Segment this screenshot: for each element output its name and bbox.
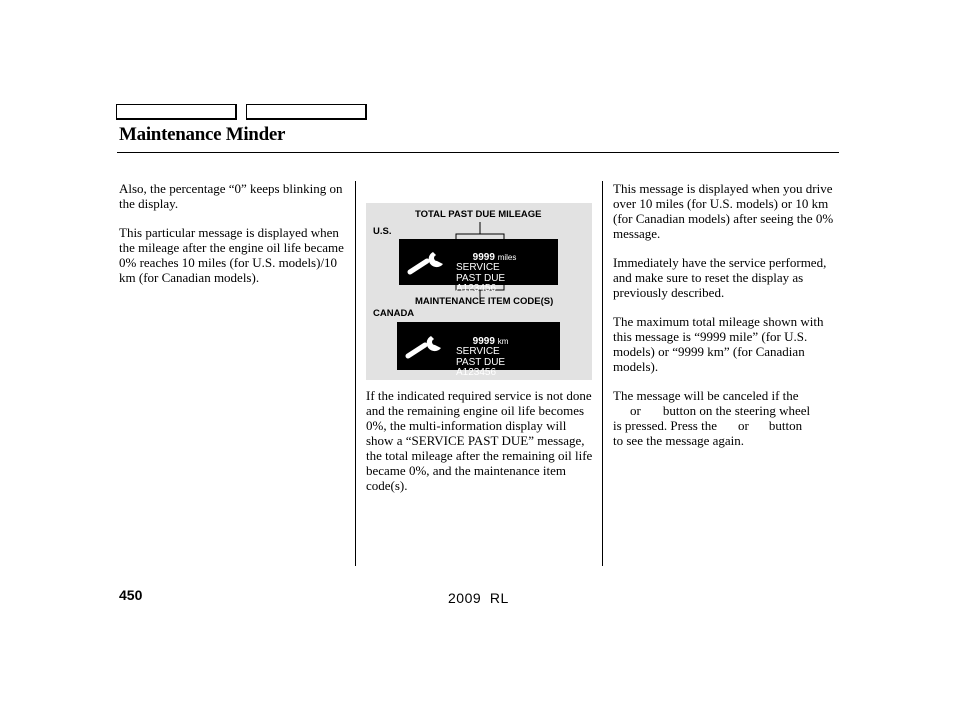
title-rule (117, 152, 839, 153)
right-paragraph-4 (613, 388, 843, 448)
canada-display-text (456, 326, 508, 389)
canada-unit: km (497, 336, 509, 346)
model-text: 2009 RL (448, 590, 509, 606)
left-column (119, 181, 351, 299)
page-title: Maintenance Minder (119, 124, 286, 145)
right-paragraph-3: The maximum total mileage shown with this message is “9999 mile” (for U.S. models) or “9999 km” (for Canadian models). (613, 314, 824, 374)
model-label (448, 590, 509, 606)
right-paragraph-1: This message is displayed when you drive over 10 miles (for U.S. models) or 10 km (for Canadian models) after seeing the 0% message. (613, 181, 834, 241)
p4-or-1: or (630, 403, 641, 418)
page-number: 450 (119, 587, 143, 603)
p4-or-2: or (738, 418, 749, 433)
p4-line1: The message will be canceled if the (613, 388, 799, 403)
p4-line3-head: is pressed. Press the (613, 418, 717, 433)
canada-mileage: 9999 (472, 335, 495, 347)
caption-total-past-due-mileage: TOTAL PAST DUE MILEAGE (415, 209, 542, 220)
us-line4: A123456 (456, 283, 497, 294)
p4-line2 (613, 403, 843, 418)
middle-paragraph-1: If the indicated required service is not done and the remaining engine oil life becomes 0%, the multi-information display will show a “SERVICE PAST DUE” message, the total mileage after the remaining oil life became 0%, and the maintenance item code(s). (366, 388, 593, 493)
p4-line4: to see the message again. (613, 433, 745, 448)
nav-tab-table-of-contents[interactable] (246, 104, 367, 120)
left-paragraph-1: Also, the percentage “0” keeps blinking on the display. (119, 181, 343, 211)
caption-maintenance-item-codes: MAINTENANCE ITEM CODE(S) (415, 296, 554, 307)
wrench-icon (405, 332, 447, 360)
label-canada: CANADA (373, 308, 415, 319)
right-column (613, 181, 843, 448)
display-figure (366, 203, 592, 380)
wrench-icon (407, 248, 449, 276)
canada-line4: A123456 (456, 367, 497, 378)
left-paragraph-2: This particular message is displayed when the mileage after the engine oil life became 0% reaches 10 miles (for U.S. models)/10 km (for Canadian models). (119, 225, 344, 285)
right-paragraph-2: Immediately have the service performed, and make sure to reset the display as previously described. (613, 255, 827, 300)
column-divider-left (355, 181, 356, 566)
us-display-screen (399, 239, 558, 294)
us-mileage: 9999 (472, 251, 495, 263)
p4-line2-tail: button on the steering wheel (662, 403, 811, 418)
middle-column (366, 388, 594, 507)
us-line2: SERVICE (456, 262, 500, 273)
us-line3: PAST DUE (456, 272, 506, 284)
canada-line3: PAST DUE (456, 356, 506, 368)
canada-line2: SERVICE (456, 346, 500, 357)
nav-tab-main-menu[interactable] (116, 104, 237, 120)
canada-display-screen (397, 322, 560, 378)
column-divider-right (602, 181, 603, 566)
p4-button: button (768, 418, 803, 433)
us-unit: miles (497, 252, 517, 262)
p4-line3 (613, 418, 843, 433)
label-us: U.S. (373, 226, 392, 237)
